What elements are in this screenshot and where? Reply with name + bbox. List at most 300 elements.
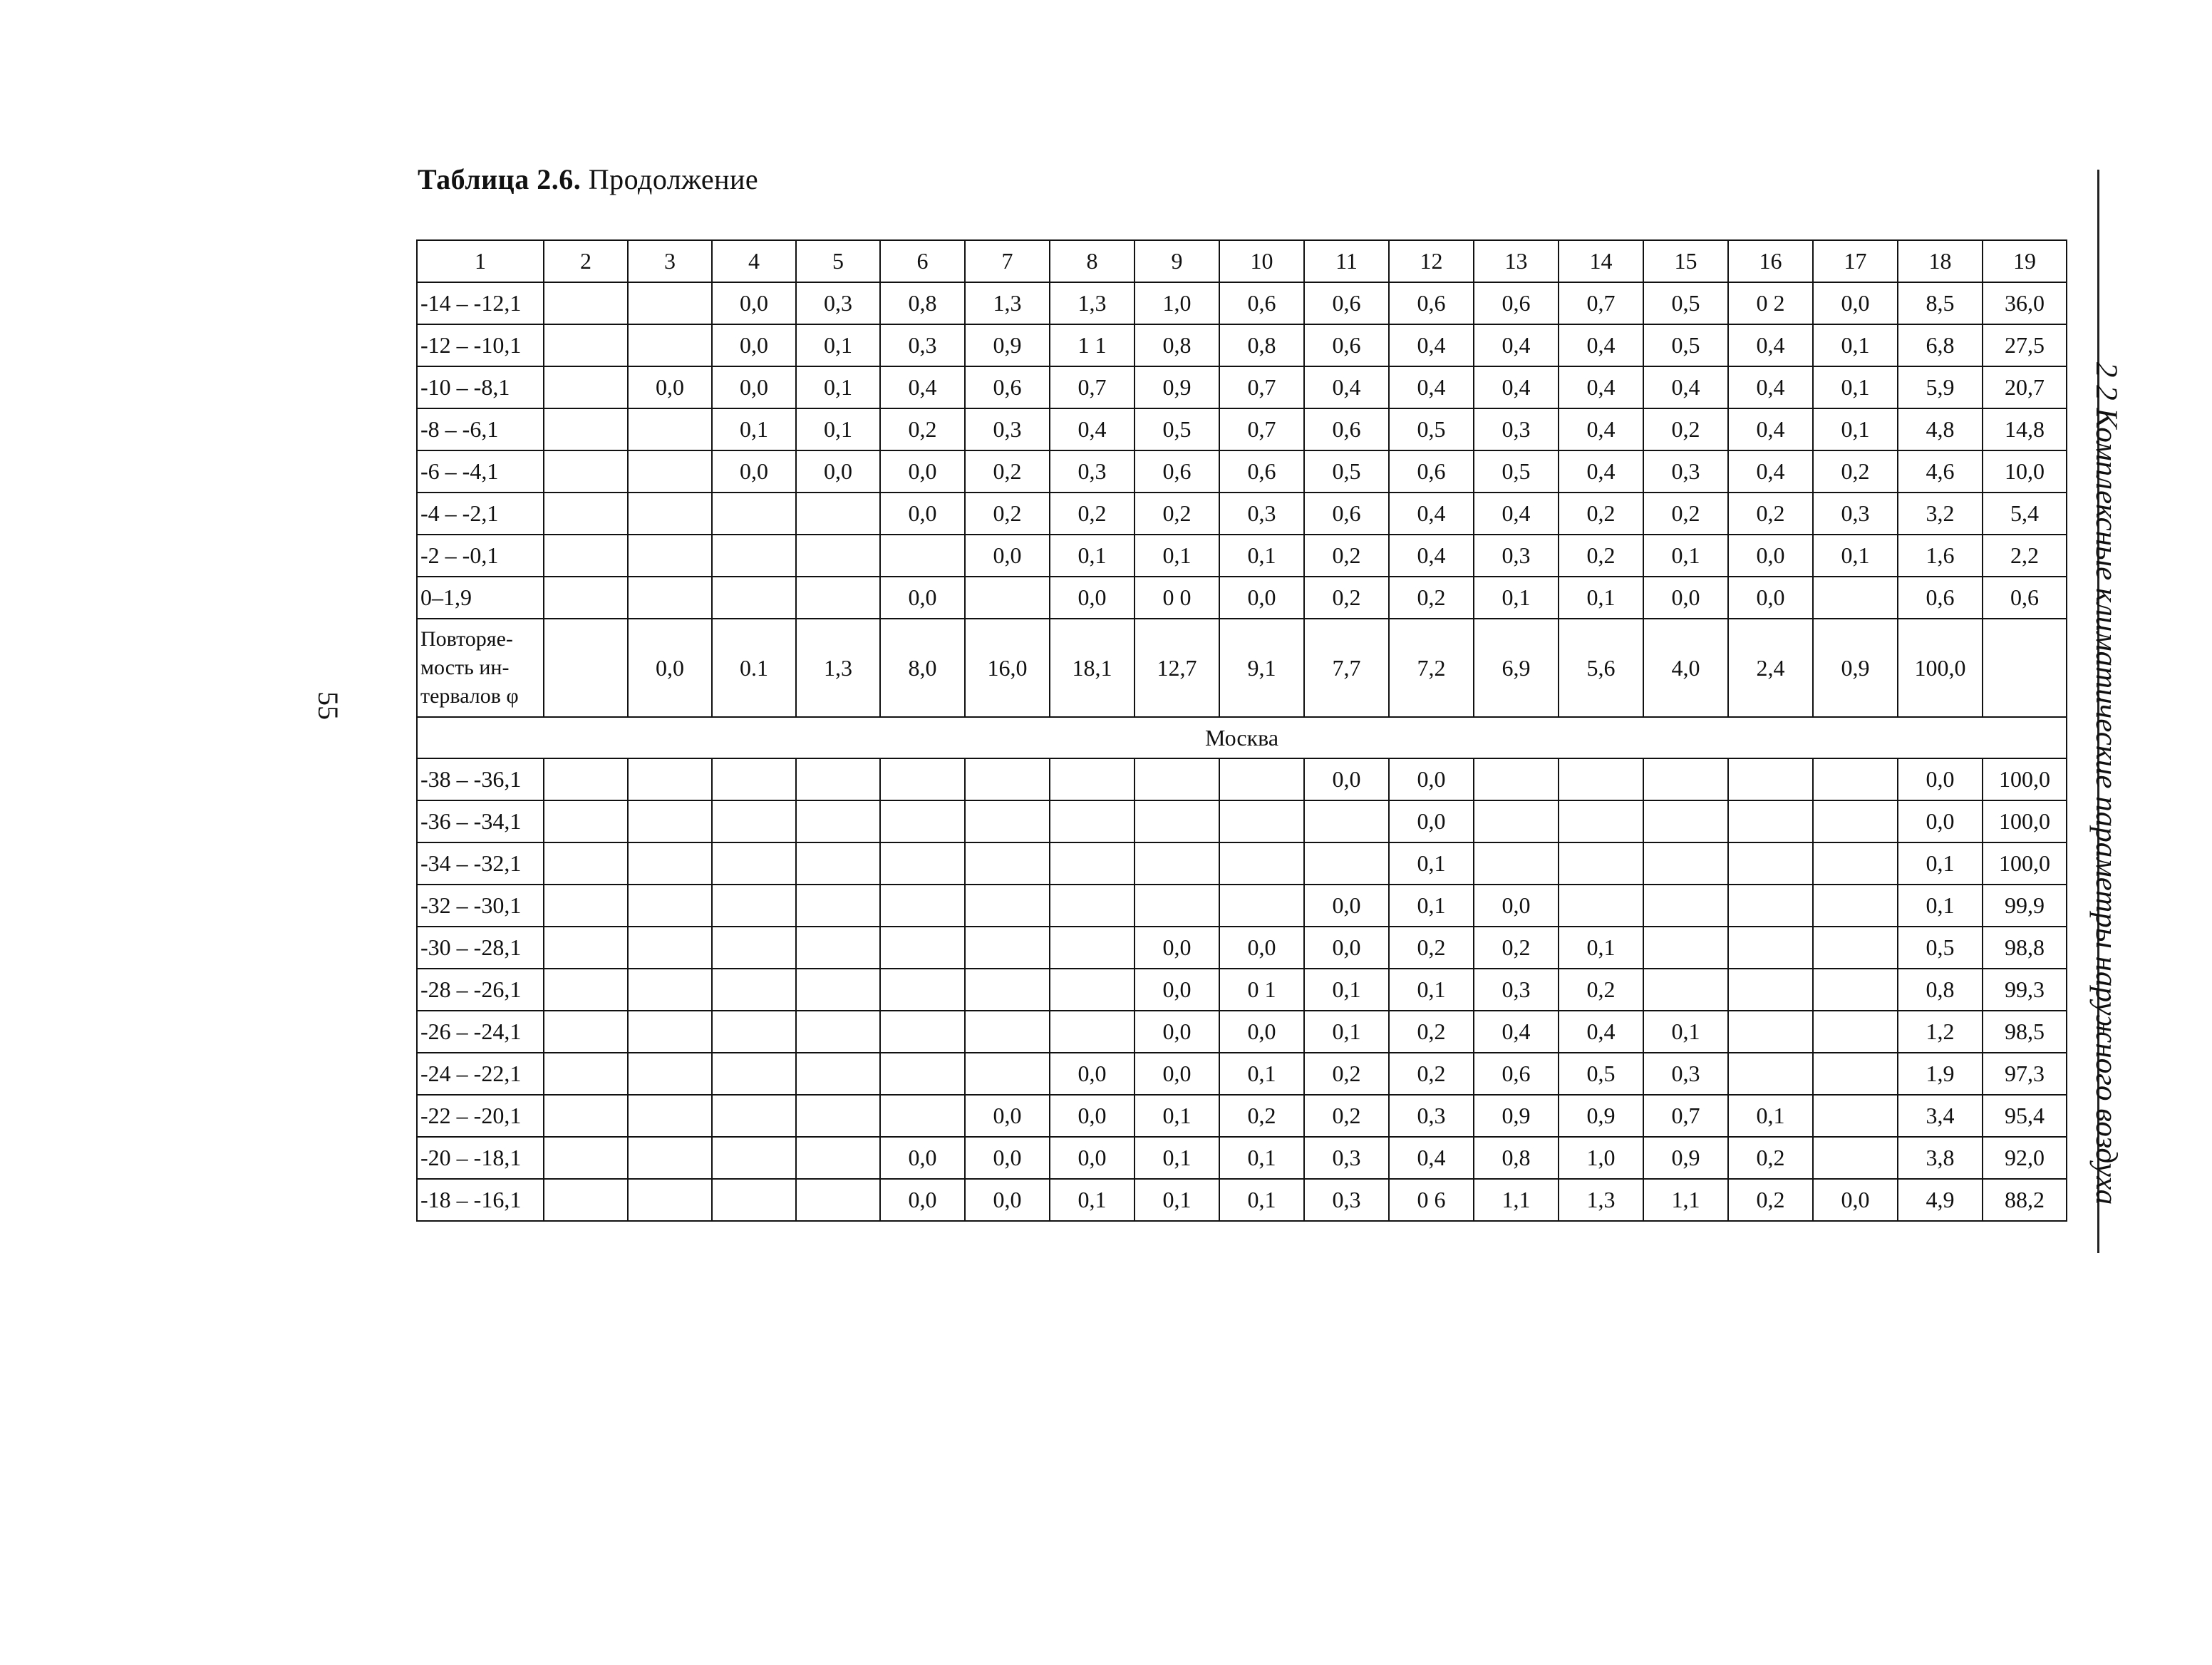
row-label: -18 – -16,1 (417, 1179, 544, 1221)
table-cell (796, 842, 880, 885)
table-cell (544, 1095, 628, 1137)
table-cell (1135, 758, 1219, 800)
table-cell (628, 1179, 712, 1221)
table-cell (1135, 800, 1219, 842)
table-cell (1474, 842, 1559, 885)
table-cell (880, 1011, 965, 1053)
table-cell: 0,6 (1219, 282, 1304, 324)
table-cell: 0,1 (1135, 1179, 1219, 1221)
table-cell: 92,0 (1983, 1137, 2067, 1179)
table-row (417, 1137, 2067, 1179)
table-cell: 0,8 (1474, 1137, 1559, 1179)
table-cell: 0,0 (1728, 577, 1813, 619)
table-cell (544, 969, 628, 1011)
table-cell (1135, 885, 1219, 927)
table-cell: 0,5 (1389, 408, 1474, 450)
table-cell: 0,2 (1559, 493, 1643, 535)
table-cell: 0,4 (1474, 493, 1559, 535)
table-cell (628, 969, 712, 1011)
table-cell (712, 1137, 796, 1179)
table-cell (1728, 969, 1813, 1011)
table-cell: 0,0 (1135, 1011, 1219, 1053)
table-cell: 1,0 (1559, 1137, 1643, 1179)
table-cell: 0,4 (1474, 366, 1559, 408)
table-cell (1813, 800, 1898, 842)
table-cell: 0,0 (712, 366, 796, 408)
table-row (417, 366, 2067, 408)
table-cell (544, 1179, 628, 1221)
table-cell: 12 (1389, 240, 1474, 282)
table-cell: 0,0 (1050, 1137, 1135, 1179)
row-label: -32 – -30,1 (417, 885, 544, 927)
table-row (417, 408, 2067, 450)
table-cell: 6,8 (1898, 324, 1983, 366)
table-row (417, 324, 2067, 366)
table-cell (1643, 969, 1728, 1011)
row-label: 0–1,9 (417, 577, 544, 619)
table-cell: 0,1 (1135, 1137, 1219, 1179)
table-cell (1559, 885, 1643, 927)
table-cell (1813, 1095, 1898, 1137)
table-cell: 0,9 (1135, 366, 1219, 408)
table-cell (628, 450, 712, 493)
table-row (417, 1095, 2067, 1137)
table-cell (796, 1011, 880, 1053)
table-cell: 7,2 (1389, 619, 1474, 717)
table-cell: 4,6 (1898, 450, 1983, 493)
table-cell: 1,9 (1898, 1053, 1983, 1095)
table-cell (1219, 758, 1304, 800)
table-cell (1135, 842, 1219, 885)
row-label: -14 – -12,1 (417, 282, 544, 324)
table-cell: 13 (1474, 240, 1559, 282)
table-cell (1643, 927, 1728, 969)
table-cell: 0 0 (1135, 577, 1219, 619)
table-cell: 19 (1983, 240, 2067, 282)
table-cell: 0,1 (1389, 885, 1474, 927)
table-cell (1728, 1011, 1813, 1053)
data-table (416, 239, 2067, 1222)
table-cell: 4,0 (1643, 619, 1728, 717)
table-cell: 0,0 (965, 1179, 1050, 1221)
table-cell: 0,9 (1813, 619, 1898, 717)
table-cell: 0,3 (880, 324, 965, 366)
table-cell: 18,1 (1050, 619, 1135, 717)
table-cell: 0,4 (1559, 324, 1643, 366)
table-cell (796, 1137, 880, 1179)
table-cell: 14,8 (1983, 408, 2067, 450)
table-cell (544, 366, 628, 408)
table-cell: 0,0 (880, 493, 965, 535)
table-cell: 0,2 (1389, 927, 1474, 969)
table-cell: 0,1 (1219, 1053, 1304, 1095)
table-cell (965, 1053, 1050, 1095)
table-cell (628, 1095, 712, 1137)
table-cell (544, 324, 628, 366)
table-cell (965, 969, 1050, 1011)
table-cell: 0,7 (1050, 366, 1135, 408)
table-cell: 0,1 (1474, 577, 1559, 619)
table-cell: 0,0 (1050, 1053, 1135, 1095)
table-cell: 0,1 (1389, 842, 1474, 885)
table-cell: 5,9 (1898, 366, 1983, 408)
table-cell (712, 1053, 796, 1095)
table-cell: 0,6 (1135, 450, 1219, 493)
table-cell: 0,3 (1643, 1053, 1728, 1095)
table-cell: 0,1 (1559, 927, 1643, 969)
table-cell: 0,4 (1559, 366, 1643, 408)
table-cell: 0,6 (1304, 408, 1389, 450)
table-cell (965, 800, 1050, 842)
table-cell: 0,4 (1728, 450, 1813, 493)
row-label: -30 – -28,1 (417, 927, 544, 969)
table-cell: 0,1 (796, 324, 880, 366)
table-cell (1643, 800, 1728, 842)
row-label: -8 – -6,1 (417, 408, 544, 450)
table-cell (1643, 758, 1728, 800)
table-cell: 97,3 (1983, 1053, 2067, 1095)
table-cell: 0,2 (880, 408, 965, 450)
table-row (417, 885, 2067, 927)
table-cell: 18 (1898, 240, 1983, 282)
table-cell: 27,5 (1983, 324, 2067, 366)
table-cell: 0 1 (1219, 969, 1304, 1011)
table-cell: 0,3 (1643, 450, 1728, 493)
table-cell: 0,4 (1474, 324, 1559, 366)
table-cell: 0,0 (1219, 577, 1304, 619)
row-label: -26 – -24,1 (417, 1011, 544, 1053)
table-cell: 0,5 (1643, 324, 1728, 366)
table-cell (1050, 927, 1135, 969)
table-cell: 1,3 (1559, 1179, 1643, 1221)
table-cell: 0,2 (1643, 408, 1728, 450)
table-cell (1050, 800, 1135, 842)
table-cell: 20,7 (1983, 366, 2067, 408)
table-cell (1304, 842, 1389, 885)
table-cell (1813, 577, 1898, 619)
row-label: -24 – -22,1 (417, 1053, 544, 1095)
table-cell (712, 800, 796, 842)
row-label: -36 – -34,1 (417, 800, 544, 842)
table-cell: 0,2 (1304, 1095, 1389, 1137)
row-label: -34 – -32,1 (417, 842, 544, 885)
table-cell: 0,8 (1219, 324, 1304, 366)
table-cell (712, 758, 796, 800)
table-cell: 0,0 (1643, 577, 1728, 619)
table-cell (712, 885, 796, 927)
table-cell: 14 (1559, 240, 1643, 282)
table-cell: 0,6 (1898, 577, 1983, 619)
table-cell (1559, 800, 1643, 842)
table-cell (1813, 758, 1898, 800)
table-cell (965, 758, 1050, 800)
table-cell (796, 1179, 880, 1221)
section-title: Москва (417, 717, 2067, 758)
table-cell (1728, 842, 1813, 885)
row-label: -28 – -26,1 (417, 969, 544, 1011)
table-cell: 0,5 (1135, 408, 1219, 450)
table-cell (544, 758, 628, 800)
table-row (417, 450, 2067, 493)
table-cell (628, 535, 712, 577)
table-cell: 0,0 (712, 282, 796, 324)
table-cell: 0,1 (1050, 535, 1135, 577)
table-cell: 0,5 (1304, 450, 1389, 493)
table-cell: 0,4 (1304, 366, 1389, 408)
table-cell: 11 (1304, 240, 1389, 282)
table-cell: 0,4 (1389, 1137, 1474, 1179)
table-cell (544, 535, 628, 577)
table-cell: 98,5 (1983, 1011, 2067, 1053)
table-cell (1813, 885, 1898, 927)
table-cell: 0,1 (1898, 842, 1983, 885)
table-cell (628, 324, 712, 366)
table-cell: 0,0 (880, 1179, 965, 1221)
table-cell: 0,4 (1728, 408, 1813, 450)
table-cell: 0,0 (1219, 927, 1304, 969)
table-cell: 9,1 (1219, 619, 1304, 717)
table-cell (965, 885, 1050, 927)
table-cell (796, 758, 880, 800)
table-cell: 4 (712, 240, 796, 282)
table-cell: 0,3 (796, 282, 880, 324)
table-cell: 0,1 (1813, 324, 1898, 366)
table-cell (1219, 885, 1304, 927)
table-cell (628, 1137, 712, 1179)
table-cell: 0,1 (796, 366, 880, 408)
table-cell: 0,2 (1474, 927, 1559, 969)
table-row (417, 493, 2067, 535)
table-cell: 0,0 (965, 1095, 1050, 1137)
table-cell: 0,0 (965, 1137, 1050, 1179)
repeat-row (417, 619, 2067, 717)
table-cell (796, 1095, 880, 1137)
table-cell (1050, 842, 1135, 885)
table-cell: 1,1 (1643, 1179, 1728, 1221)
table-cell: 0,3 (1304, 1137, 1389, 1179)
table-cell: 0,9 (1643, 1137, 1728, 1179)
table-cell: 6,9 (1474, 619, 1559, 717)
table-cell: 0,0 (1135, 927, 1219, 969)
table-cell: 0,6 (1389, 282, 1474, 324)
table-cell (628, 758, 712, 800)
table-cell: 98,8 (1983, 927, 2067, 969)
table-cell: 0,4 (1728, 324, 1813, 366)
table-cell (1219, 800, 1304, 842)
table-cell: 16 (1728, 240, 1813, 282)
table-cell: 3,4 (1898, 1095, 1983, 1137)
table-cell (880, 885, 965, 927)
table-row (417, 969, 2067, 1011)
table-cell (712, 927, 796, 969)
table-cell (544, 282, 628, 324)
table-cell: 1,3 (796, 619, 880, 717)
table-cell (1813, 1011, 1898, 1053)
table-cell: 3,2 (1898, 493, 1983, 535)
table-cell: 8,5 (1898, 282, 1983, 324)
table-row (417, 577, 2067, 619)
table-cell (712, 535, 796, 577)
caption-number: Таблица 2.6. (418, 163, 582, 195)
table-cell: 0,0 (1304, 927, 1389, 969)
table-cell: 0,0 (965, 535, 1050, 577)
table-cell (796, 493, 880, 535)
table-cell: 2,4 (1728, 619, 1813, 717)
table-cell (712, 577, 796, 619)
table-cell: 0,1 (1219, 1179, 1304, 1221)
table-cell: 0 6 (1389, 1179, 1474, 1221)
table-cell (544, 1011, 628, 1053)
row-label: -22 – -20,1 (417, 1095, 544, 1137)
table-cell: 0,2 (1728, 1179, 1813, 1221)
table-cell (880, 758, 965, 800)
table-caption (418, 163, 758, 196)
table-cell: 100,0 (1983, 758, 2067, 800)
table-cell: 0,6 (1304, 324, 1389, 366)
table-cell: 0,4 (1474, 1011, 1559, 1053)
table-cell (1643, 885, 1728, 927)
row-label: 1 (417, 240, 544, 282)
table-cell: 0,0 (1050, 577, 1135, 619)
table-cell: 4,9 (1898, 1179, 1983, 1221)
table-cell: 36,0 (1983, 282, 2067, 324)
table-cell: 0,4 (1643, 366, 1728, 408)
table-cell (1050, 969, 1135, 1011)
table-cell: 0,4 (1559, 450, 1643, 493)
table-cell: 0,6 (1474, 1053, 1559, 1095)
table-cell: 0,2 (1559, 969, 1643, 1011)
table-cell: 0,6 (1219, 450, 1304, 493)
table-cell (965, 1011, 1050, 1053)
table-cell (880, 969, 965, 1011)
table-cell (1813, 927, 1898, 969)
table-cell: 0 2 (1728, 282, 1813, 324)
table-cell: 2 (544, 240, 628, 282)
table-cell (628, 408, 712, 450)
table-cell (796, 927, 880, 969)
table-cell: 0,5 (1643, 282, 1728, 324)
table-cell (965, 577, 1050, 619)
table-cell (1304, 800, 1389, 842)
table-cell: 0,2 (965, 493, 1050, 535)
table-cell: 0,1 (796, 408, 880, 450)
table-cell (1050, 885, 1135, 927)
table-cell: 0,3 (965, 408, 1050, 450)
table-cell (544, 450, 628, 493)
table-cell: 0,1 (1813, 535, 1898, 577)
table-cell: 0,3 (1474, 969, 1559, 1011)
table-cell (1559, 758, 1643, 800)
table-cell: 7,7 (1304, 619, 1389, 717)
table-cell: 0,1 (1643, 1011, 1728, 1053)
table-cell: 0.1 (712, 619, 796, 717)
table-cell: 0,7 (1559, 282, 1643, 324)
table-cell: 0,1 (1643, 535, 1728, 577)
table-cell: 0,0 (1135, 969, 1219, 1011)
table-cell: 0,2 (965, 450, 1050, 493)
table-cell: 1 1 (1050, 324, 1135, 366)
table-cell: 0,2 (1728, 1137, 1813, 1179)
table-cell (712, 969, 796, 1011)
table-cell (796, 577, 880, 619)
table-cell: 0,3 (1474, 408, 1559, 450)
table-cell: 0,1 (1135, 535, 1219, 577)
table-cell: 3,8 (1898, 1137, 1983, 1179)
table-cell: 3 (628, 240, 712, 282)
table-cell (628, 800, 712, 842)
table-cell: 0,0 (712, 450, 796, 493)
table-cell: 0,3 (1050, 450, 1135, 493)
table-row (417, 927, 2067, 969)
table-cell: 0,2 (1643, 493, 1728, 535)
table-cell (1813, 1137, 1898, 1179)
row-label: -6 – -4,1 (417, 450, 544, 493)
table-cell (544, 1053, 628, 1095)
table-cell: 95,4 (1983, 1095, 2067, 1137)
table-cell (796, 885, 880, 927)
table-cell (544, 842, 628, 885)
table-cell: 0,6 (1389, 450, 1474, 493)
table-cell: 17 (1813, 240, 1898, 282)
table-cell: 0,0 (712, 324, 796, 366)
row-label: -2 – -0,1 (417, 535, 544, 577)
table-cell: 100,0 (1898, 619, 1983, 717)
table-cell: 0,0 (1728, 535, 1813, 577)
table-cell (628, 842, 712, 885)
table-cell: 0,8 (1135, 324, 1219, 366)
table-cell: 0,4 (880, 366, 965, 408)
table-cell (1813, 969, 1898, 1011)
table-cell: 0,5 (1559, 1053, 1643, 1095)
table-row (417, 1053, 2067, 1095)
table-cell: 0,0 (628, 366, 712, 408)
table-cell (544, 577, 628, 619)
table-cell: 0,9 (1474, 1095, 1559, 1137)
table-cell: 0,8 (1898, 969, 1983, 1011)
table-cell: 0,2 (1304, 577, 1389, 619)
table-cell (1728, 800, 1813, 842)
table-cell: 0,1 (1813, 408, 1898, 450)
table-cell: 6 (880, 240, 965, 282)
table-cell: 0,2 (1050, 493, 1135, 535)
table-cell (712, 1095, 796, 1137)
row-label: -38 – -36,1 (417, 758, 544, 800)
table-row (417, 1179, 2067, 1221)
table-cell (1983, 619, 2067, 717)
table-cell: 0,1 (1728, 1095, 1813, 1137)
table-cell (628, 282, 712, 324)
table-cell: 0,0 (1474, 885, 1559, 927)
table-cell: 0,0 (880, 450, 965, 493)
row-label: -4 – -2,1 (417, 493, 544, 535)
table-cell: 10,0 (1983, 450, 2067, 493)
table-cell: 5 (796, 240, 880, 282)
table-cell (1219, 842, 1304, 885)
table-cell: 0,1 (1813, 366, 1898, 408)
table-cell: 0,7 (1219, 408, 1304, 450)
table-cell: 0,4 (1728, 366, 1813, 408)
table-cell (796, 969, 880, 1011)
table-row (417, 758, 2067, 800)
table-row (417, 282, 2067, 324)
table-cell: 0,5 (1898, 927, 1983, 969)
table-cell: 0,4 (1389, 493, 1474, 535)
table-cell: 0,4 (1389, 366, 1474, 408)
table-cell: 0,0 (1898, 758, 1983, 800)
table-cell: 0,6 (1474, 282, 1559, 324)
table-cell: 0,6 (1304, 282, 1389, 324)
table-cell: 0,0 (628, 619, 712, 717)
